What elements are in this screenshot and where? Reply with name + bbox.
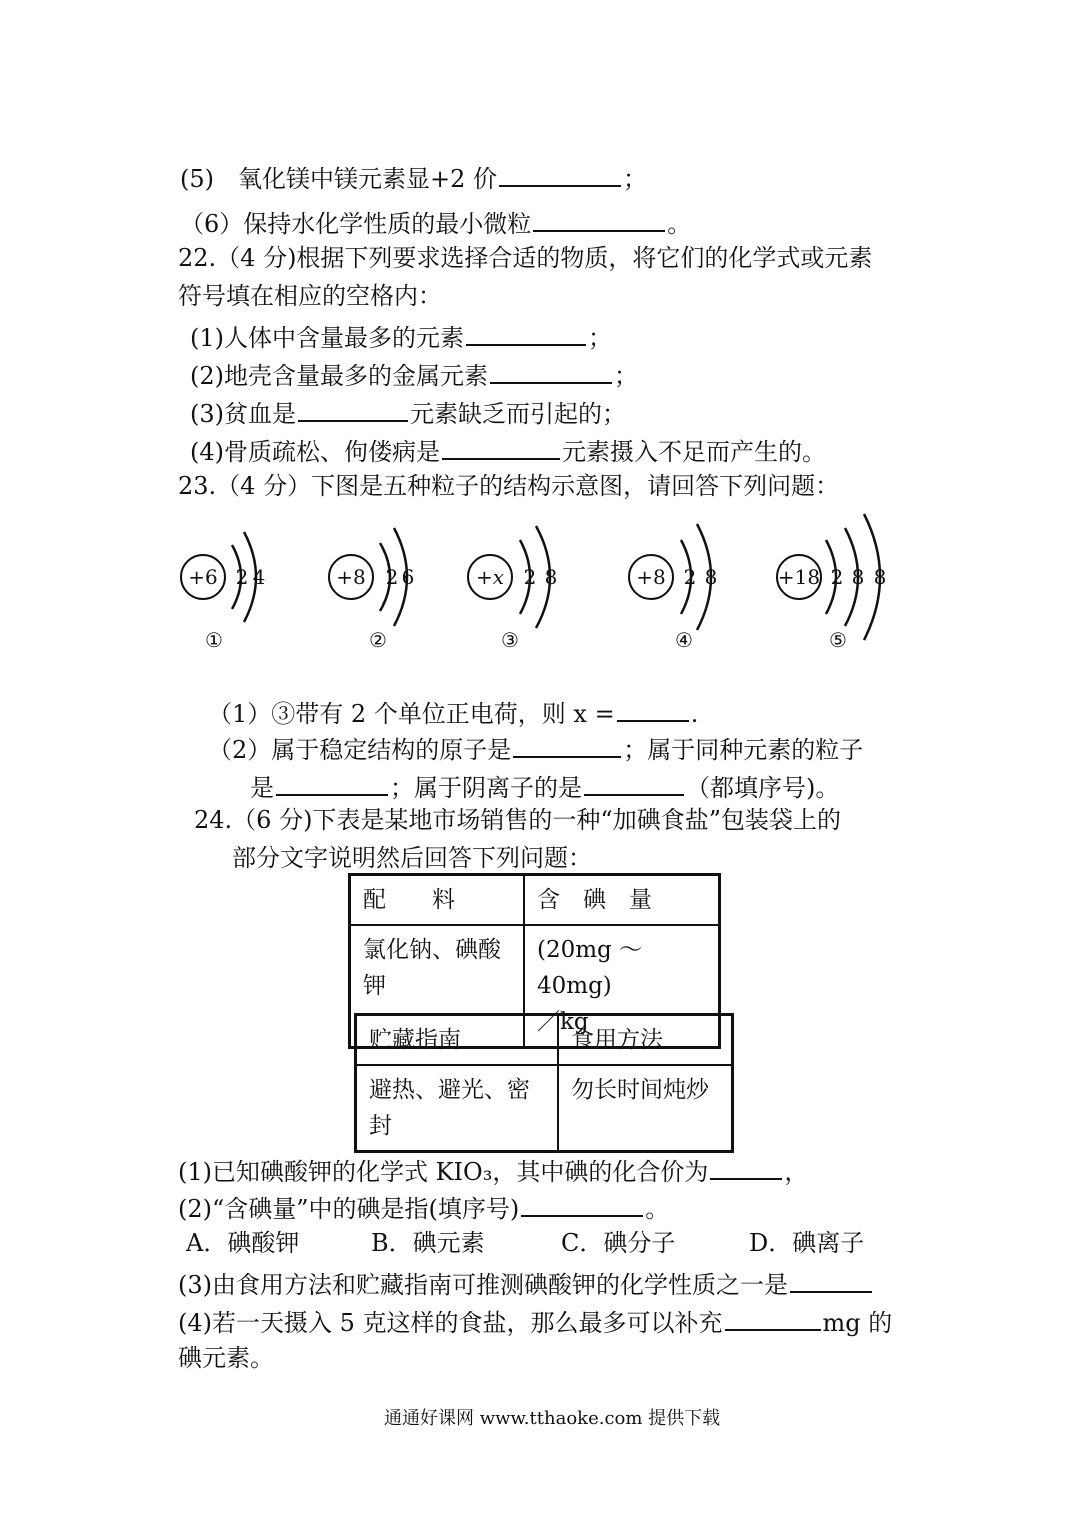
table2-storage-line1: 避热、避光、密: [369, 1077, 530, 1103]
particle-3-diagram: [468, 526, 557, 652]
q23-sub2-line2: [250, 772, 839, 800]
q24-sub4-text: (4)若一天摄入 5 克这样的食盐，那么最多可以补充: [178, 1309, 723, 1337]
answer-blank[interactable]: [533, 208, 665, 232]
table2-cell-storage: [356, 1065, 559, 1152]
q22-item3-text: (3)贫血是: [190, 400, 296, 428]
option-c[interactable]: C．碘分子: [561, 1229, 676, 1257]
particle-1-diagram: [181, 532, 265, 652]
table2-header-storage: 贮藏指南: [356, 1015, 559, 1066]
table1-ingredients-line2: 钾: [363, 973, 386, 999]
answer-blank[interactable]: [490, 360, 612, 384]
particle-4-diagram: [629, 524, 717, 652]
particle-1-label: ①: [205, 628, 223, 652]
table1-header-ingredients: 配 料: [350, 875, 525, 926]
particle-2-diagram: [329, 528, 414, 652]
answer-blank[interactable]: [710, 1156, 782, 1180]
table2-usage-line1: 勿长时间炖炒: [571, 1077, 709, 1103]
q24-stem-line2: 部分文字说明然后回答下列问题：: [232, 844, 592, 872]
particle-3-label: ③: [501, 628, 519, 652]
option-d[interactable]: D．碘离子: [749, 1229, 865, 1257]
q23-sub1-text: （1）③带有 2 个单位正电荷，则 x =: [208, 700, 615, 728]
particle-4-nucleus: +8: [636, 565, 666, 589]
answer-blank[interactable]: [790, 1269, 872, 1293]
table1-iodine-line1: (20mg ～ 40mg): [537, 937, 643, 999]
particle-5-shell-2: 8: [851, 565, 865, 589]
table1-header-iodine: 含 碘 量: [524, 875, 720, 926]
particle-1-shell-1: 2: [235, 565, 249, 589]
particle-5-shell-1: 2: [830, 565, 844, 589]
table1-ingredients-line1: 氯化钠、碘酸: [363, 937, 501, 963]
answer-blank[interactable]: [466, 322, 586, 346]
table2-storage-line2: 封: [369, 1113, 392, 1139]
q23-stem: 23.（4 分）下图是五种粒子的结构示意图，请回答下列问题：: [178, 472, 840, 500]
q24-sub3: [178, 1269, 874, 1297]
q23-sub2-text-e: （都填序号)。: [686, 774, 840, 802]
q22-item2: [190, 360, 638, 388]
q22-item3-end: 元素缺乏而引起的；: [410, 400, 626, 428]
q24-sub4-end: mg 的: [822, 1309, 893, 1337]
particle-3-shell-1: 2: [523, 565, 537, 589]
q24-sub2: [178, 1193, 669, 1221]
q22-item2-text: (2)地壳含量最多的金属元素: [190, 362, 488, 390]
particle-3-shell-2: 8: [544, 565, 558, 589]
answer-blank[interactable]: [499, 163, 621, 187]
particle-5-shell-3: 8: [873, 565, 887, 589]
particle-2-label: ②: [369, 628, 387, 652]
answer-blank[interactable]: [725, 1307, 821, 1331]
particle-5-diagram: [777, 514, 886, 652]
answer-blank[interactable]: [298, 398, 408, 422]
q23-sub1-end: .: [690, 700, 699, 728]
particle-4-shell-1: 2: [683, 565, 697, 589]
particle-5-label: ⑤: [829, 628, 847, 652]
particle-1-nucleus: +6: [188, 565, 218, 589]
answer-blank[interactable]: [617, 698, 689, 722]
table1-iodine-line2: ／kg: [537, 1009, 589, 1035]
answer-blank[interactable]: [513, 734, 621, 758]
answer-blank[interactable]: [521, 1193, 643, 1217]
q23-sub1: [208, 698, 698, 726]
q23-sub2-line1: [208, 734, 863, 762]
q24-sub4: [178, 1307, 892, 1335]
q24-sub2-text: (2)“含碘量”中的碘是指(填序号): [178, 1195, 520, 1223]
q23-sub2-text-a: （2）属于稳定结构的原子是: [208, 736, 512, 764]
q21-item5-end: ；: [623, 165, 648, 193]
q22-item4-end: 元素摄入不足而产生的。: [562, 438, 826, 466]
q22-item1-text: (1)人体中含量最多的元素: [190, 324, 464, 352]
q22-item1-end: ；: [588, 324, 612, 352]
q23-sub2-text-b: ；属于同种元素的粒子: [623, 736, 864, 764]
table2-header-usage: 食用方法: [558, 1015, 733, 1066]
q24-options: [186, 1231, 864, 1255]
particle-5-nucleus: +18: [777, 565, 821, 589]
q21-item6-text: （6）保持水化学性质的最小微粒: [180, 210, 532, 238]
q22-item4-text: (4)骨质疏松、佝偻病是: [190, 438, 440, 466]
q24-sub4-line2: 碘元素。: [178, 1344, 274, 1372]
table2-cell-usage: [558, 1065, 733, 1152]
q22-item3: [190, 398, 626, 426]
option-b[interactable]: B．碘元素: [371, 1229, 485, 1257]
answer-blank[interactable]: [584, 772, 684, 796]
q22-stem-line2: 符号填在相应的空格内：: [178, 282, 442, 310]
option-a[interactable]: A．碘酸钾: [186, 1229, 300, 1257]
particle-3-nucleus: +x: [475, 565, 505, 589]
q24-sub1: [178, 1156, 808, 1184]
iodized-salt-table-2: [354, 1013, 734, 1153]
particle-4-label: ④: [675, 628, 693, 652]
particle-2-nucleus: +8: [336, 565, 366, 589]
q23-sub2-text-c: 是: [250, 774, 274, 802]
q21-item6-end: 。: [667, 210, 692, 238]
q22-item2-end: ；: [614, 362, 638, 390]
q24-stem-line1: 24.（6 分)下表是某地市场销售的一种“加碘食盐”包装袋上的: [194, 806, 841, 834]
page-footer: 通通好课网 www.tthaoke.com 提供下载: [384, 1408, 721, 1429]
particle-4-shell-2: 8: [704, 565, 718, 589]
q24-sub1-end: ，: [784, 1158, 809, 1186]
answer-blank[interactable]: [276, 772, 388, 796]
q22-item1: [190, 322, 612, 350]
answer-blank[interactable]: [442, 436, 560, 460]
particle-2-shell-1: 2: [385, 565, 399, 589]
q21-item5: [180, 163, 647, 191]
q21-item6: [180, 208, 691, 236]
particle-2-shell-2: 6: [401, 565, 415, 589]
q24-sub3-text: (3)由食用方法和贮藏指南可推测碘酸钾的化学性质之一是: [178, 1271, 788, 1299]
q23-sub2-text-d: ；属于阴离子的是: [390, 774, 582, 802]
q22-item4: [190, 436, 826, 464]
atomic-structure-diagrams: [0, 510, 1087, 660]
q24-sub1-text: (1)已知碘酸钾的化学式 KIO₃，其中碘的化合价为: [178, 1158, 709, 1186]
q22-stem-line1: 22.（4 分)根据下列要求选择合适的物质，将它们的化学式或元素: [178, 244, 873, 272]
q21-item5-text: (5) 氧化镁中镁元素显+2 价: [180, 165, 498, 193]
q24-sub2-end: 。: [645, 1195, 670, 1223]
particle-1-shell-2: 4: [252, 565, 266, 589]
